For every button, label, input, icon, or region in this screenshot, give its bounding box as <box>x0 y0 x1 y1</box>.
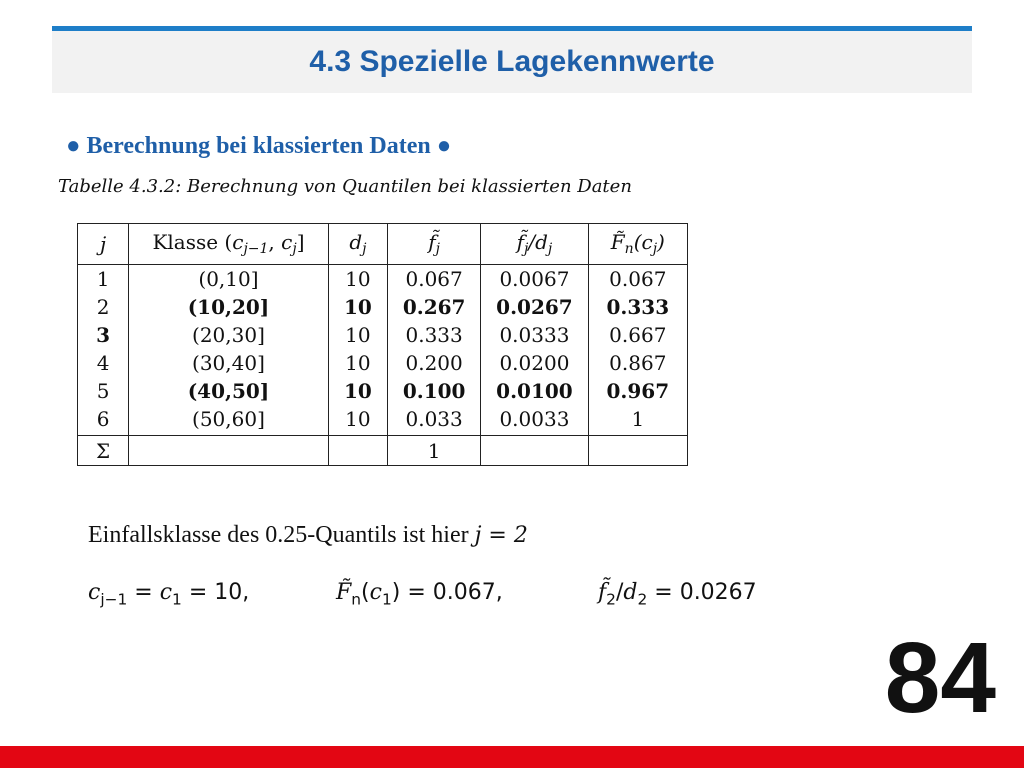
cell-j: 3 <box>78 321 129 349</box>
section-subheading: ● Berechnung bei klassierten Daten ● <box>66 133 452 159</box>
cell-klasse: (10,20] <box>129 293 329 321</box>
explanation-line <box>88 522 528 549</box>
header-bar <box>52 26 972 93</box>
cell-F: 0.867 <box>588 349 687 377</box>
sum-empty <box>129 436 329 466</box>
cell-fd: 0.0333 <box>481 321 588 349</box>
cell-f: 0.100 <box>387 377 480 405</box>
sum-value: 1 <box>387 436 480 466</box>
cell-f: 0.267 <box>387 293 480 321</box>
cell-f: 0.333 <box>387 321 480 349</box>
cell-j: 1 <box>78 265 129 294</box>
quantile-table <box>77 223 688 466</box>
header-j: j <box>78 224 129 265</box>
cell-F: 0.067 <box>588 265 687 294</box>
table-header-row <box>78 224 688 265</box>
table-row <box>78 377 688 405</box>
header-F-tilde: $F̃_n(c_j)$ <box>588 224 687 265</box>
sum-empty <box>588 436 687 466</box>
formula-cumulative-value: = 0.067, <box>407 580 503 605</box>
cell-klasse: (40,50] <box>129 377 329 405</box>
cell-j: 4 <box>78 349 129 377</box>
cell-j: 6 <box>78 405 129 436</box>
cell-klasse: (20,30] <box>129 321 329 349</box>
cell-d: 10 <box>328 405 387 436</box>
table-sum-row <box>78 436 688 466</box>
cell-F: 0.667 <box>588 321 687 349</box>
cell-j: 5 <box>78 377 129 405</box>
cell-fd: 0.0267 <box>481 293 588 321</box>
cell-d: 10 <box>328 293 387 321</box>
table-row <box>78 349 688 377</box>
footer-bar <box>0 746 1024 768</box>
formula-density: $f̃_2/d_2 = 0.0267$ <box>598 580 757 609</box>
cell-d: 10 <box>328 349 387 377</box>
cell-fd: 0.0033 <box>481 405 588 436</box>
table-row <box>78 405 688 436</box>
sum-empty <box>481 436 588 466</box>
cell-F: 0.333 <box>588 293 687 321</box>
cell-fd: 0.0200 <box>481 349 588 377</box>
table-row <box>78 321 688 349</box>
cell-d: 10 <box>328 377 387 405</box>
header-d: $d_j$ <box>328 224 387 265</box>
formula-density-value: = 0.0267 <box>654 580 757 605</box>
table-row <box>78 265 688 294</box>
cell-klasse: (30,40] <box>129 349 329 377</box>
page-title: 4.3 Spezielle Lagekennwerte <box>309 45 715 78</box>
formula-cumulative: $F̃_n(c_1) = 0.067$, <box>336 580 503 609</box>
page-number: 84 <box>884 622 996 734</box>
cell-klasse: (50,60] <box>129 405 329 436</box>
sum-empty <box>328 436 387 466</box>
formula-class-bound: $c_{j-1} = c_1 = 10$, <box>88 580 250 609</box>
header-klasse: Klasse ($c_{j-1}$, $c_j$] <box>129 224 329 265</box>
cell-F: 0.967 <box>588 377 687 405</box>
cell-F: 1 <box>588 405 687 436</box>
header-f-tilde: $f̃_j$ <box>387 224 480 265</box>
formula-class-bound-value: = 10, <box>188 580 250 605</box>
explanation-text: Einfallsklasse des 0.25-Quantils ist hier <box>88 522 475 548</box>
header-f-per-d: $f̃_j/d_j$ <box>481 224 588 265</box>
cell-d: 10 <box>328 321 387 349</box>
cell-d: 10 <box>328 265 387 294</box>
cell-f: 0.200 <box>387 349 480 377</box>
cell-f: 0.033 <box>387 405 480 436</box>
sum-label: Σ <box>78 436 129 466</box>
cell-fd: 0.0100 <box>481 377 588 405</box>
table-caption: Tabelle 4.3.2: Berechnung von Quantilen bei klassierten Daten <box>58 176 632 197</box>
explanation-value: j = 2 <box>474 523 528 548</box>
table-row <box>78 293 688 321</box>
cell-fd: 0.0067 <box>481 265 588 294</box>
cell-j: 2 <box>78 293 129 321</box>
cell-klasse: (0,10] <box>129 265 329 294</box>
cell-f: 0.067 <box>387 265 480 294</box>
